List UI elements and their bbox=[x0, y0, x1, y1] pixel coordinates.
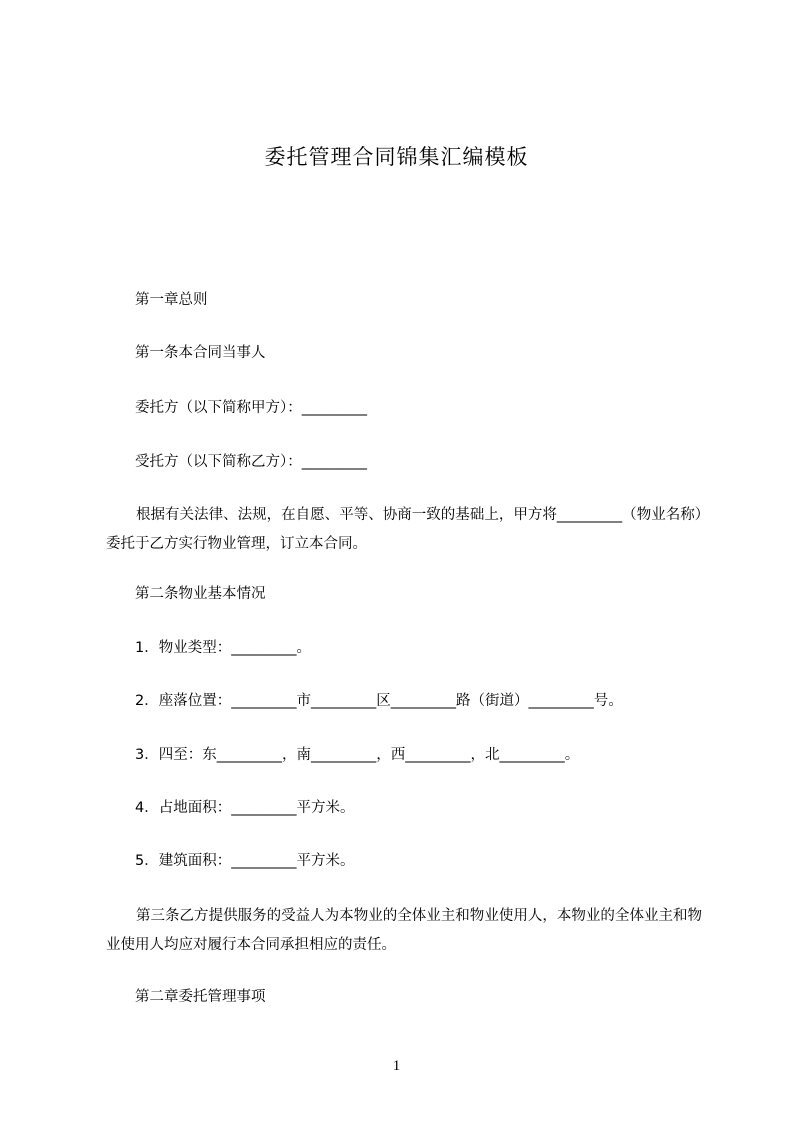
building-area-item: 5．建筑面积：_________平方米。 bbox=[135, 853, 355, 869]
article-heading: 第二条物业基本情况 bbox=[135, 586, 266, 602]
basis-paragraph: 根据有关法律、法规，在自愿、平等、协商一致的基础上，甲方将_________（物业名称）委托于乙方实行物业管理，订立本合同。 bbox=[106, 507, 702, 552]
location-item: 2．座落位置：_________市_________区_________路（街道）_________号。 bbox=[135, 693, 623, 709]
article3-paragraph: 第三条乙方提供服务的受益人为本物业的全体业主和物业使用人，本物业的全体业主和物业使用人均应对履行本合同承担相应的责任。 bbox=[106, 908, 702, 953]
article-heading: 第一条本合同当事人 bbox=[135, 345, 266, 361]
party-a-line: 委托方（以下简称甲方）：_________ bbox=[135, 400, 367, 416]
document-title: 委托管理合同锦集汇编模板 bbox=[264, 145, 529, 169]
party-b-line: 受托方（以下简称乙方）：_________ bbox=[135, 454, 367, 470]
boundaries-item: 3．四至：东_________，南_________，西_________，北_________。 bbox=[135, 747, 580, 763]
land-area-item: 4．占地面积：_________平方米。 bbox=[135, 800, 355, 816]
chapter-heading: 第一章总则 bbox=[135, 292, 208, 308]
page-number: 1 bbox=[392, 1058, 401, 1074]
chapter-heading: 第二章委托管理事项 bbox=[135, 989, 266, 1005]
property-type-item: 1．物业类型：_________。 bbox=[135, 640, 311, 656]
